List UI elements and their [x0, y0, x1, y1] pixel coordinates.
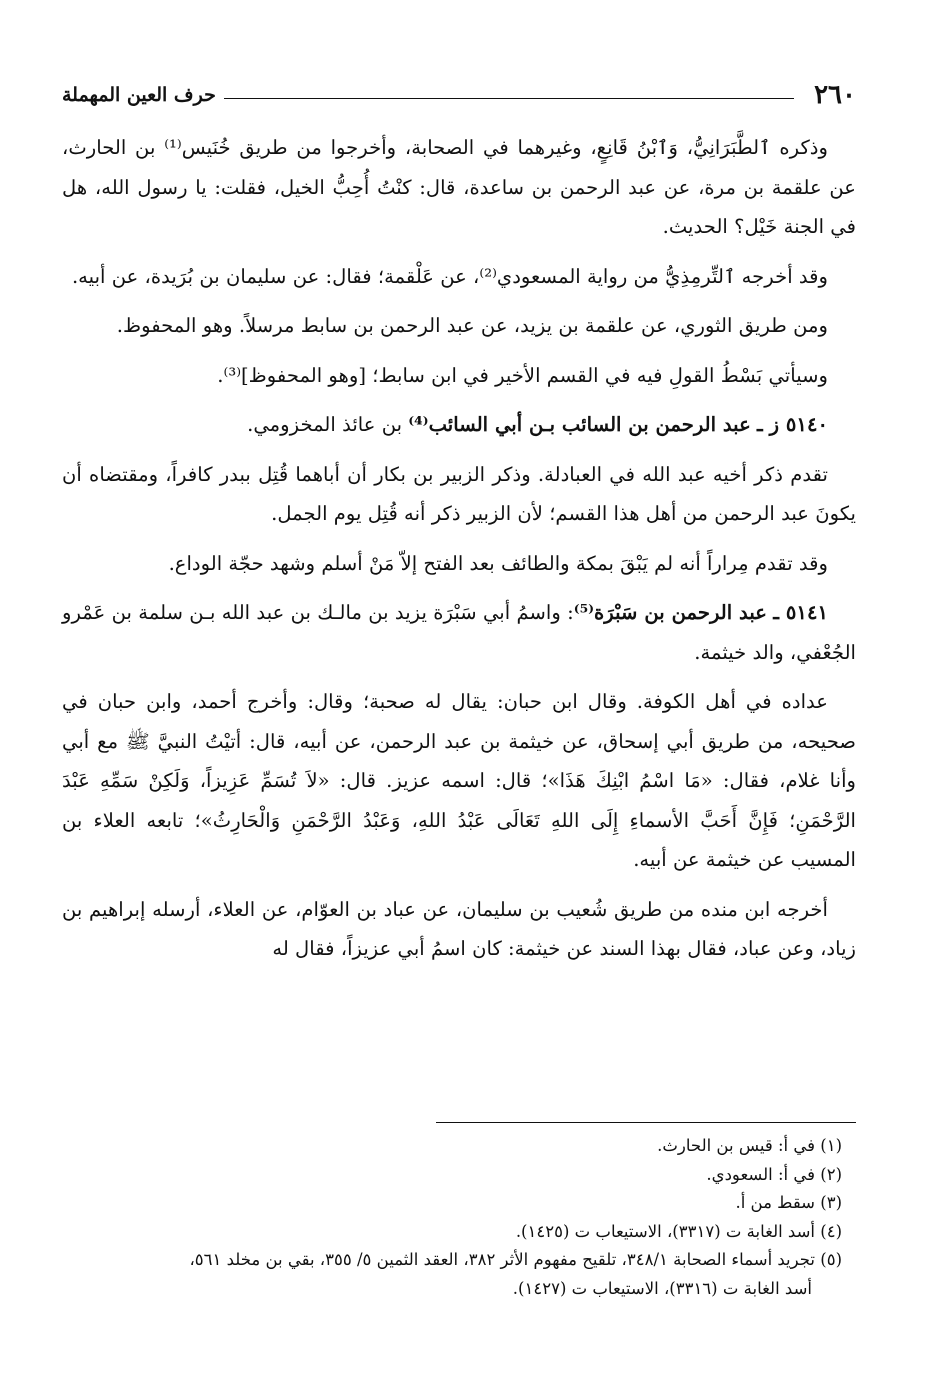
footnote: (٣) سقط من أ. [735, 1193, 842, 1212]
running-title: حرف العين المهملة [62, 84, 216, 106]
footnote: (٤) أسد الغابة ت (٣٣١٧)، الاستيعاب ت (١٤٢٥). [515, 1221, 842, 1241]
page-header [62, 78, 856, 112]
entry-number: ٥١٤٠ ز ـ [757, 413, 828, 436]
footnote-continuation: أسد الغابة ت (٣٣١٦)، الاستيعاب ت (١٤٢٧). [512, 1278, 812, 1298]
entry-name: عبد الرحمن بن السائب بـن أبي السائب⁽⁴⁾ [408, 413, 751, 436]
footnote: (٥) تجريد أسماء الصحابة ٣٤٨/١، تلقيح مفهوم الأثر ٣٨٢، العقد الثمين ٥/ ٣٥٥، بقي بن مخلد ٥٦١، [189, 1250, 842, 1269]
main-text [62, 128, 856, 979]
footnote-separator [436, 1122, 856, 1123]
paragraph: وذكره ٱلطَّبَرَانِيُّ، وَٱبْنُ قَانِعٍ، وغيرهما في الصحابة، وأخرجوا من طريق خُنَيس⁽¹⁾ بن الحارث، عن علقمة بن مرة، عن عبد الرحمن بن ساعدة، قال: كنْتُ أُحِبُّ الخيل، فقلت: يا رسول الله، هل في الجنة خَيْل؟ الحديث. [62, 136, 856, 238]
entry-5141 [62, 593, 856, 672]
footnote: (١) في أ: قيس بن الحارث. [657, 1136, 842, 1155]
header-rule [224, 98, 794, 99]
footnote: (٢) في أ: السعودي. [706, 1164, 842, 1184]
paragraph: وقد أخرجه ٱلتِّرمِذِيُّ من رواية المسعودي⁽²⁾، عن عَلْقمة؛ فقال: عن سليمان بن بُرَيدة، عن أبيه. [71, 264, 828, 288]
paragraph: تقدم ذكر أخيه عبد الله في العبادلة. وذكر الزبير بن بكار أن أباهما قُتِل ببدر كافراً، ومقتضاه أن يكونَ عبد الرحمن من أهل هذا القسم؛ لأن الزبير ذكر أنه قُتِل يوم الجمل. [62, 462, 856, 525]
entry-number: ٥١٤١ ـ [773, 601, 829, 624]
entry-text: : واسمُ أبي سَبْرَة يزيد بن مالـك بن عبد الله بـن سلمة بن عَمْرو الجُعْفي، والد خيثمة. [62, 601, 856, 664]
paragraph: وسيأتي بَسْطُ القولِ فيه في القسم الأخير في ابن سابط؛ [وهو المحفوظ]⁽³⁾. [217, 363, 828, 387]
footnotes [62, 1132, 856, 1303]
entry-text: بن عائذ المخزومي. [247, 413, 409, 436]
paragraph: عداده في أهل الكوفة. وقال ابن حبان: يقال له صحبة؛ وقال: وأخرج أحمد، وابن حبان في صحيحه، من طريق أبي إسحاق، عن خيثمة بن عبد الرحمن، عن أبيه، قال: أتيْتُ النبيَّ ﷺ مع أبي وأنا غلام، فقال: «مَا اسْمُ ابْنِكَ هَذَا»؛ قال: اسمه عزيز. قال: «لاَ تُسَمِّ عَزِيزاً، وَلَكِنْ سَمِّهِ عَبْدَ الرَّحْمَنِ؛ فَإِنَّ أَحَبَّ الأسماءِ إِلَى اللهِ تَعَالَى عَبْدُ اللهِ، وَعَبْدُ الرَّحْمَنِ وَالْحَارِثُ»؛ تابعه العلاء بن المسيب عن خيثمة عن أبيه. [62, 690, 856, 871]
page-number: ٢٦٠ [814, 80, 856, 110]
paragraph: أخرجه ابن منده من طريق شُعيب بن سليمان، عن عباد بن العوّام، عن العلاء، أرسله إبراهيم بن زياد، وعن عباد، فقال بهذا السند عن خيثمة: كان اسمُ أبي عزيزاً، فقال له [62, 897, 856, 960]
paragraph: ومن طريق الثوري، عن علقمة بن يزيد، عن عبد الرحمن بن سابط مرسلاً. وهو المحفوظ. [116, 314, 828, 337]
entry-name: عبد الرحمن بن سَبْرَة⁽⁵⁾ [573, 601, 767, 624]
paragraph: وقد تقدم مِراراً أنه لم يَبْقَ بمكة والطائف بعد الفتح إلاّ مَنْ أسلم وشهد حجّة الوداع. [168, 551, 828, 575]
entry-5140 [62, 405, 856, 445]
